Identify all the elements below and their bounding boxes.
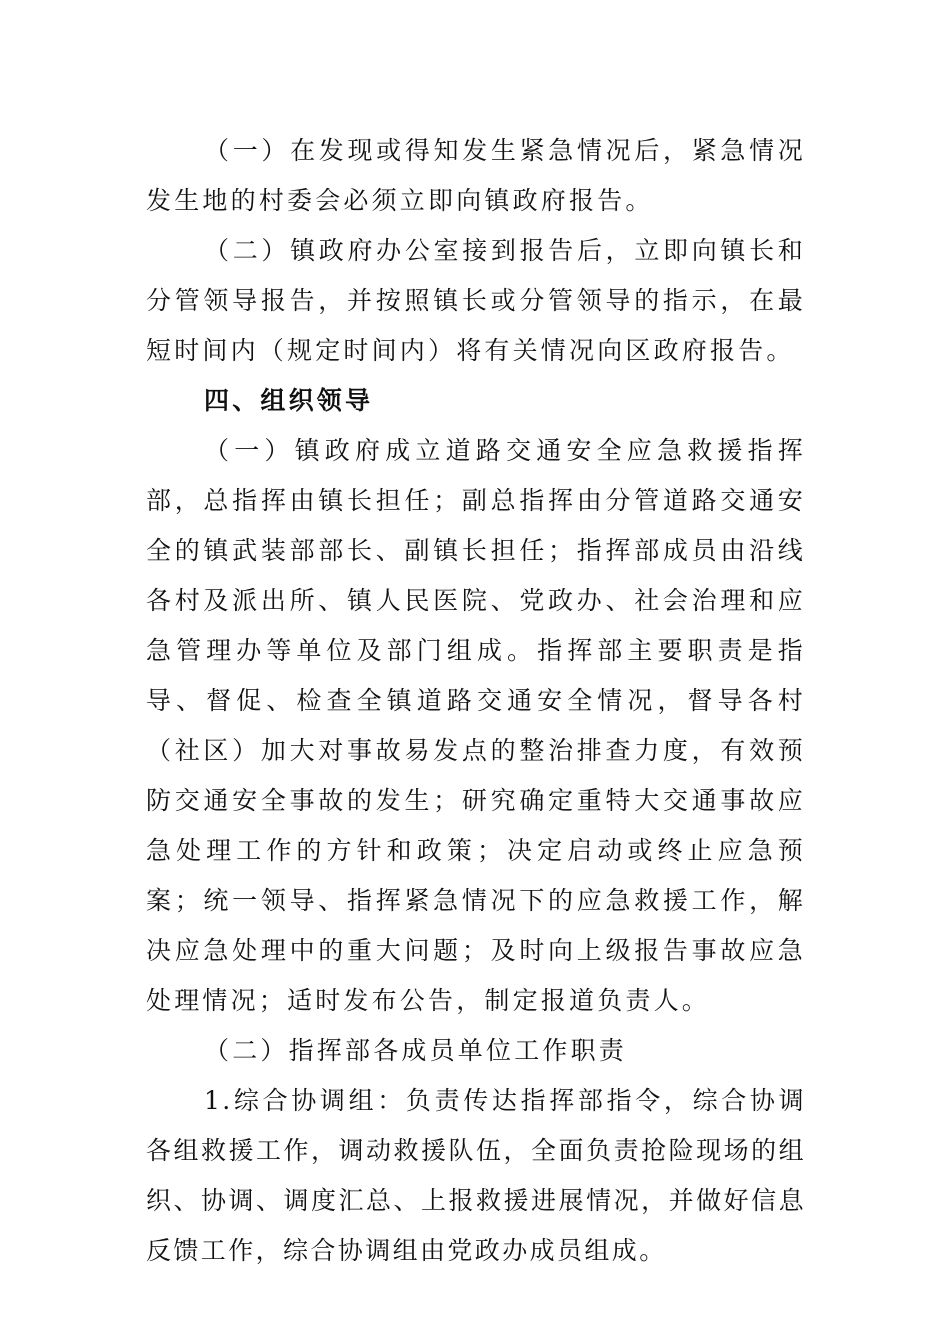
paragraph-report-village: （一）在发现或得知发生紧急情况后，紧急情况发生地的村委会必须立即向镇政府报告。: [146, 136, 806, 215]
section-heading-organization: 四、组织领导: [204, 386, 374, 415]
paragraph-coordination-group: 1.综合协调组：负责传达指挥部指令，综合协调各组救援工作，调动救援队伍，全面负责抢险现场的组织、协调、调度汇总、上报救援进展情况，并做好信息反馈工作，综合协调组由党政办成员组成。: [146, 1086, 806, 1265]
paragraph-command-center: （一）镇政府成立道路交通安全应急救援指挥部，总指挥由镇长担任；副总指挥由分管道路交通安全的镇武装部部长、副镇长担任；指挥部成员由沿线各村及派出所、镇人民医院、党政办、社会治理和应急管理办等单位及部门组成。指挥部主要职责是指导、督促、检查全镇道路交通安全情况，督导各村（社区）加大对事故易发点的整治排查力度，有效预防交通安全事故的发生；研究确定重特大交通事故应急处理工作的方针和政策；决定启动或终止应急预案；统一领导、指挥紧急情况下的应急救援工作，解决应急处理中的重大问题；及时向上级报告事故应急处理情况；适时发布公告，制定报道负责人。: [146, 436, 806, 1015]
paragraph-report-town-office: （二）镇政府办公室接到报告后，立即向镇长和分管领导报告，并按照镇长或分管领导的指示，在最短时间内（规定时间内）将有关情况向区政府报告。: [146, 236, 806, 365]
document-body: [146, 126, 806, 1276]
paragraph-member-duties-title: （二）指挥部各成员单位工作职责: [204, 1036, 628, 1065]
